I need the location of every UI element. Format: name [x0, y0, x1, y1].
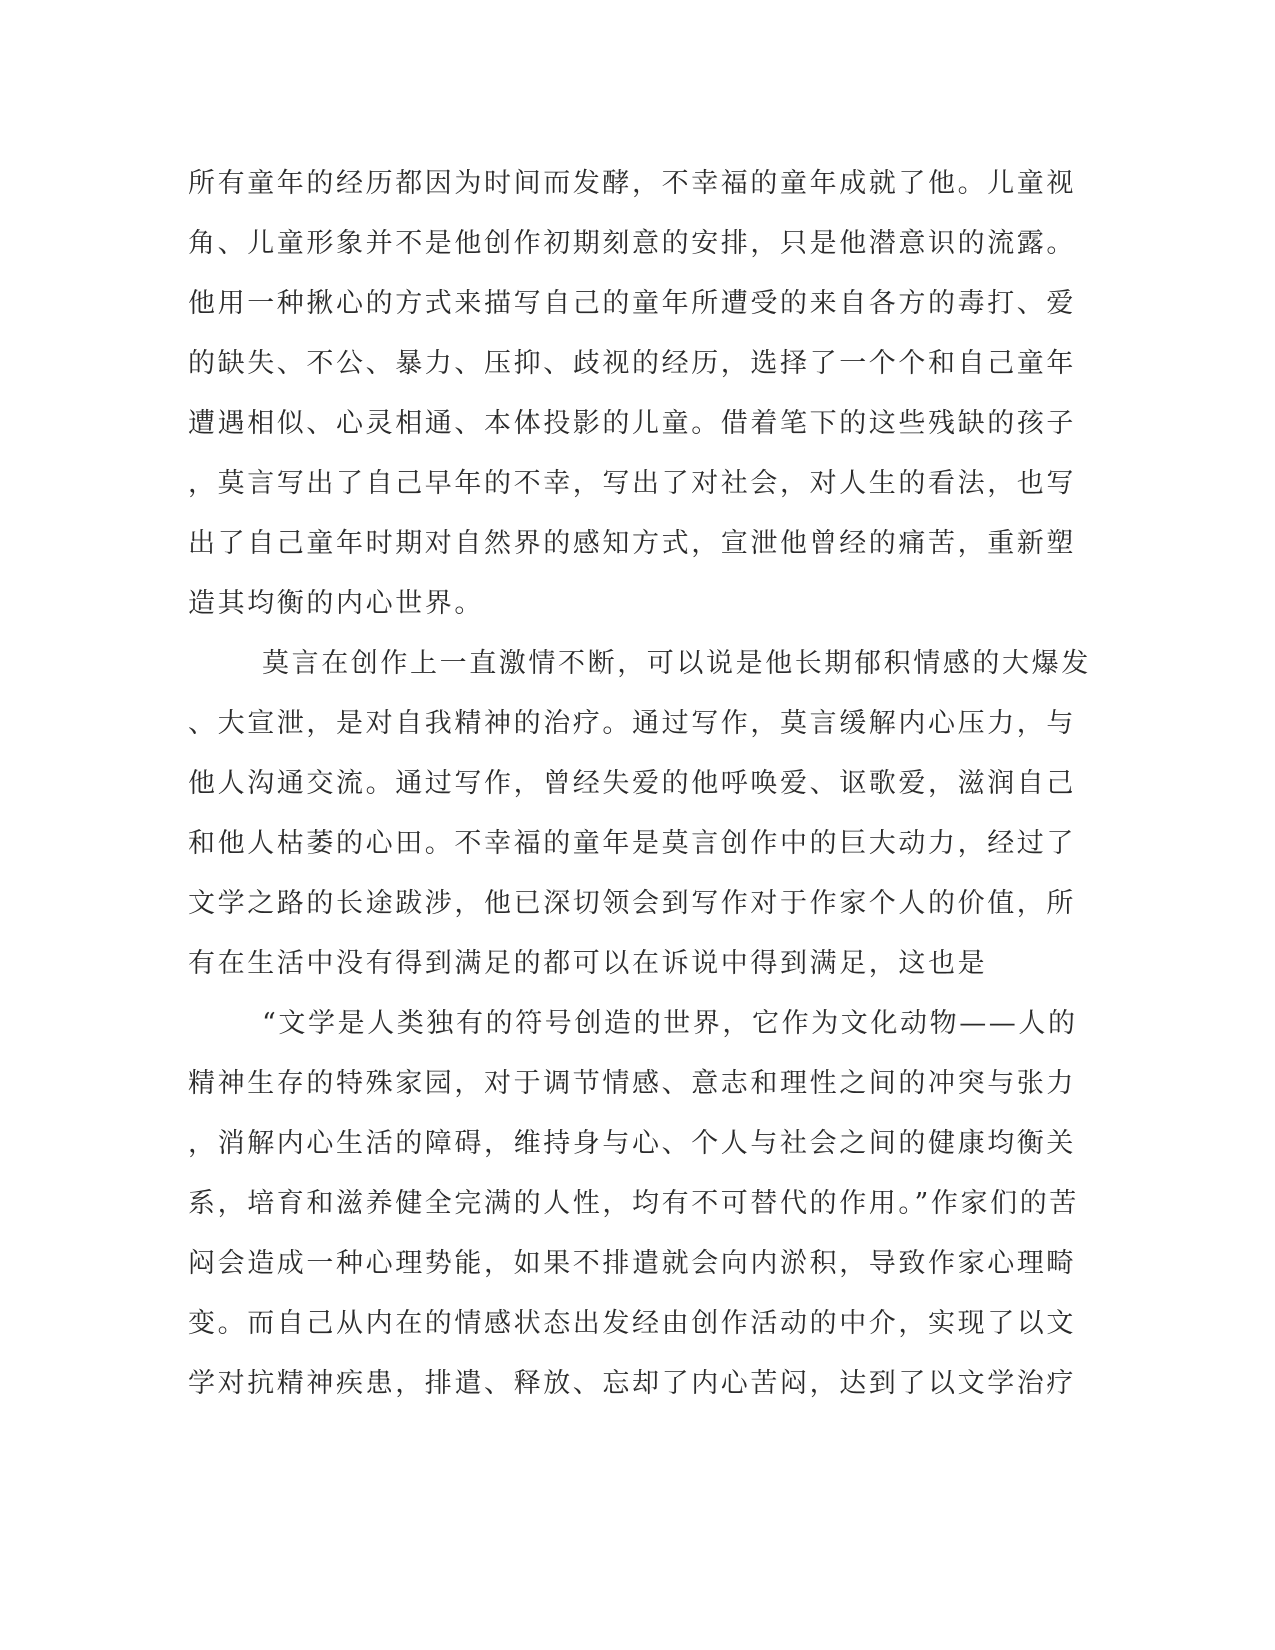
text-line: 系，培育和滋养健全完满的人性，均有不可替代的作用。”作家们的苦: [188, 1188, 1079, 1219]
paragraph-start-line: “文学是人类独有的符号创造的世界，它作为文化动物——人的: [262, 1008, 1078, 1039]
text-line: 角、儿童形象并不是他创作初期刻意的安排，只是他潜意识的流露。: [188, 228, 1076, 259]
text-line: 遭遇相似、心灵相通、本体投影的儿童。借着笔下的这些残缺的孩子: [188, 408, 1076, 439]
text-line: 造其均衡的内心世界。: [188, 588, 484, 619]
text-line: 他人沟通交流。通过写作，曾经失爱的他呼唤爱、讴歌爱，滋润自己: [188, 768, 1076, 799]
text-line: ，消解内心生活的障碍，维持身与心、个人与社会之间的健康均衡关: [188, 1128, 1076, 1159]
text-line: 变。而自己从内在的情感状态出发经由创作活动的中介，实现了以文: [188, 1308, 1076, 1339]
text-line: 他用一种揪心的方式来描写自己的童年所遭受的来自各方的毒打、爱: [188, 288, 1076, 319]
text-line: 出了自己童年时期对自然界的感知方式，宣泄他曾经的痛苦，重新塑: [188, 528, 1076, 559]
paragraph-start-line: 莫言在创作上一直激情不断，可以说是他长期郁积情感的大爆发: [262, 648, 1091, 679]
text-line: 、大宣泄，是对自我精神的治疗。通过写作，莫言缓解内心压力，与: [188, 708, 1076, 739]
text-line: 学对抗精神疾患，排遣、释放、忘却了内心苦闷，达到了以文学治疗: [188, 1368, 1076, 1399]
text-line: 所有童年的经历都因为时间而发酵，不幸福的童年成就了他。儿童视: [188, 168, 1076, 199]
text-line: 闷会造成一种心理势能，如果不排遣就会向内淤积，导致作家心理畸: [188, 1248, 1076, 1279]
text-line: 精神生存的特殊家园，对于调节情感、意志和理性之间的冲突与张力: [188, 1068, 1076, 1099]
text-line: ，莫言写出了自己早年的不幸，写出了对社会，对人生的看法，也写: [188, 468, 1076, 499]
text-line: 文学之路的长途跋涉，他已深切领会到写作对于作家个人的价值，所: [188, 888, 1076, 919]
text-line: 有在生活中没有得到满足的都可以在诉说中得到满足，这也是: [188, 948, 988, 979]
text-line: 的缺失、不公、暴力、压抑、歧视的经历，选择了一个个和自己童年: [188, 348, 1076, 379]
text-line: 和他人枯萎的心田。不幸福的童年是莫言创作中的巨大动力，经过了: [188, 828, 1076, 859]
